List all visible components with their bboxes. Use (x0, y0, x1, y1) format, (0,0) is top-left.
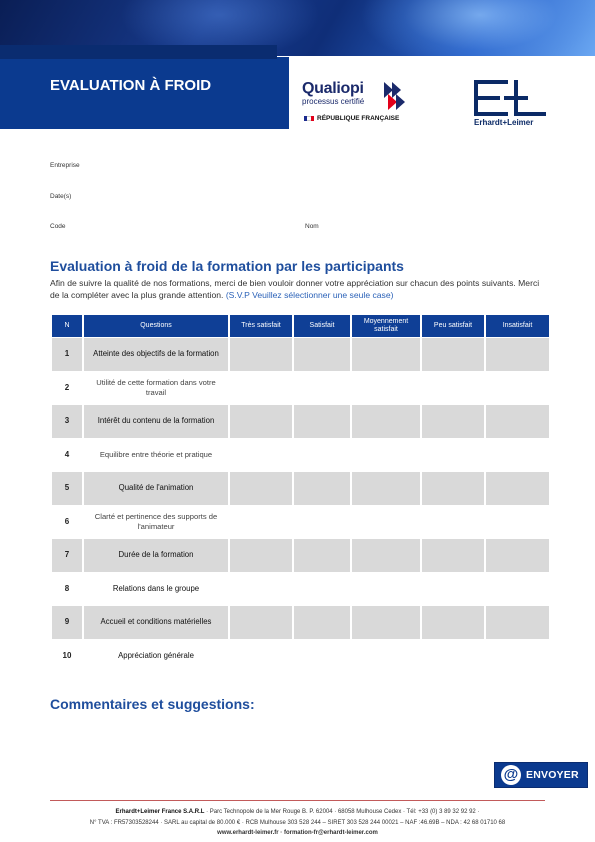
footer-address: · Parc Technopole de la Mer Rouge B. P. 62004 · 68058 Mulhouse Cedex · Tél: +33 (0) 3 89 32 92 92 · (204, 809, 480, 815)
rating-cell-tres-satisfait[interactable] (230, 338, 292, 371)
rating-cell-satisfait[interactable] (294, 338, 350, 371)
table-row (52, 506, 549, 539)
question-text: Accueil et conditions matérielles (84, 606, 228, 639)
rating-cell-peu-satisfait[interactable] (422, 606, 484, 639)
at-sign-icon: @ (501, 765, 521, 785)
section-title: Evaluation à froid de la formation par les participants (50, 258, 404, 274)
rating-cell-peu-satisfait[interactable] (422, 539, 484, 572)
row-number: 9 (52, 606, 82, 639)
column-header: N (52, 315, 82, 337)
table-row (52, 640, 549, 673)
title-block (0, 57, 289, 129)
rating-cell-insatisfait[interactable] (486, 506, 549, 539)
row-number: 7 (52, 539, 82, 572)
row-number: 4 (52, 439, 82, 472)
question-text: Durée de la formation (84, 539, 228, 572)
table-row (52, 439, 549, 472)
republique-label (304, 115, 399, 122)
footer-divider (50, 800, 545, 801)
title-block-accent (0, 45, 277, 59)
rating-cell-satisfait[interactable] (294, 539, 350, 572)
rating-cell-peu-satisfait[interactable] (422, 640, 484, 673)
rating-cell-moyennement-satisfait[interactable] (352, 405, 420, 438)
erhardt-leimer-name: Erhardt+Leimer (474, 118, 534, 127)
rating-cell-tres-satisfait[interactable] (230, 640, 292, 673)
footer-line-2: N° TVA : FR57303528244 · SARL au capital de 80.000 € · RCB Mulhouse 303 528 244 – SIRET 303 528 244 00021 – NAF :46.69B – NDA : 42 68 01710 68 (89, 819, 506, 826)
question-text: Atteinte des objectifs de la formation (84, 338, 228, 371)
rating-cell-insatisfait[interactable] (486, 405, 549, 438)
qualiopi-wordmark: Qualiopi (302, 80, 364, 97)
table-header-row (52, 315, 549, 337)
question-text: Utilité de cette formation dans votre travail (84, 372, 228, 405)
question-text: Intérêt du contenu de la formation (84, 405, 228, 438)
question-text: Qualité de l'animation (84, 472, 228, 505)
row-number: 1 (52, 338, 82, 371)
rating-cell-satisfait[interactable] (294, 372, 350, 405)
rating-cell-tres-satisfait[interactable] (230, 539, 292, 572)
column-header: Moyennement satisfait (352, 315, 420, 337)
banner-glow (360, 0, 595, 56)
question-text: Relations dans le groupe (84, 573, 228, 606)
send-button[interactable] (494, 762, 588, 788)
table-row (52, 372, 549, 405)
erhardt-leimer-logo (474, 80, 546, 128)
rating-cell-peu-satisfait[interactable] (422, 405, 484, 438)
rating-cell-peu-satisfait[interactable] (422, 472, 484, 505)
rating-cell-peu-satisfait[interactable] (422, 439, 484, 472)
rating-cell-insatisfait[interactable] (486, 439, 549, 472)
row-number: 8 (52, 573, 82, 606)
question-text: Appréciation générale (84, 640, 228, 673)
rating-cell-satisfait[interactable] (294, 439, 350, 472)
column-header: Questions (84, 315, 228, 337)
dates-field[interactable]: Date(s) (50, 193, 72, 200)
row-number: 6 (52, 506, 82, 539)
selection-note: (S.V.P Veuillez sélectionner une seule case) (225, 290, 394, 300)
rating-cell-insatisfait[interactable] (486, 573, 549, 606)
rating-cell-insatisfait[interactable] (486, 472, 549, 505)
rating-cell-peu-satisfait[interactable] (422, 372, 484, 405)
qualiopi-subtitle: processus certifié (302, 97, 365, 106)
rating-cell-satisfait[interactable] (294, 606, 350, 639)
code-field[interactable]: Code (50, 223, 66, 230)
el-monogram-icon (474, 80, 546, 118)
rating-cell-insatisfait[interactable] (486, 539, 549, 572)
document-title: EVALUATION À FROID (50, 77, 212, 94)
column-header: Insatisfait (486, 315, 549, 337)
rating-cell-moyennement-satisfait[interactable] (352, 640, 420, 673)
rating-cell-moyennement-satisfait[interactable] (352, 506, 420, 539)
send-button-label: ENVOYER (526, 769, 579, 781)
rating-cell-tres-satisfait[interactable] (230, 372, 292, 405)
rating-cell-insatisfait[interactable] (486, 640, 549, 673)
rating-cell-tres-satisfait[interactable] (230, 439, 292, 472)
rating-cell-moyennement-satisfait[interactable] (352, 573, 420, 606)
row-number: 3 (52, 405, 82, 438)
rating-cell-tres-satisfait[interactable] (230, 606, 292, 639)
rating-cell-peu-satisfait[interactable] (422, 506, 484, 539)
table-row (52, 405, 549, 438)
rating-cell-moyennement-satisfait[interactable] (352, 539, 420, 572)
row-number: 2 (52, 372, 82, 405)
rating-cell-peu-satisfait[interactable] (422, 573, 484, 606)
question-text: Clarté et pertinence des supports de l'animateur (84, 506, 228, 539)
rating-cell-moyennement-satisfait[interactable] (352, 439, 420, 472)
rating-cell-satisfait[interactable] (294, 405, 350, 438)
rating-cell-moyennement-satisfait[interactable] (352, 606, 420, 639)
nom-field[interactable]: Nom (305, 223, 319, 230)
rating-cell-satisfait[interactable] (294, 472, 350, 505)
intro-paragraph (50, 277, 545, 301)
intro-text: Afin de suivre la qualité de nos formations, merci de bien vouloir donner votre appréciation sur chacun des points suivants. Merci de la compléter avec la plus grande attention. (50, 278, 540, 300)
rating-cell-satisfait[interactable] (294, 506, 350, 539)
rating-cell-insatisfait[interactable] (486, 338, 549, 371)
qualiopi-arrows-icon (384, 82, 406, 110)
column-header: Très satisfait (230, 315, 292, 337)
question-text: Equilibre entre théorie et pratique (84, 439, 228, 472)
rating-cell-satisfait[interactable] (294, 573, 350, 606)
column-header: Peu satisfait (422, 315, 484, 337)
footer-company: Erhardt+Leimer France S.A.R.L (115, 809, 205, 815)
rating-cell-moyennement-satisfait[interactable] (352, 372, 420, 405)
table-row (52, 338, 549, 371)
row-number: 10 (52, 640, 82, 673)
qualiopi-logo (302, 80, 412, 126)
table-row (52, 606, 549, 639)
row-number: 5 (52, 472, 82, 505)
rating-cell-insatisfait[interactable] (486, 606, 549, 639)
table-row (52, 472, 549, 505)
footer (10, 807, 585, 839)
rating-cell-tres-satisfait[interactable] (230, 573, 292, 606)
rating-cell-moyennement-satisfait[interactable] (352, 338, 420, 371)
footer-line-1 (10, 807, 585, 818)
column-header: Satisfait (294, 315, 350, 337)
entreprise-field[interactable]: Entreprise (50, 162, 80, 169)
table-row (52, 573, 549, 606)
rating-cell-tres-satisfait[interactable] (230, 405, 292, 438)
republique-text: RÉPUBLIQUE FRANÇAISE (317, 115, 400, 122)
evaluation-table (50, 314, 551, 673)
rating-cell-insatisfait[interactable] (486, 372, 549, 405)
footer-line-3: www.erhardt-leimer.fr · formation-fr@erhardt-leimer.com (217, 830, 378, 836)
table-row (52, 539, 549, 572)
rating-cell-satisfait[interactable] (294, 640, 350, 673)
rating-cell-moyennement-satisfait[interactable] (352, 472, 420, 505)
comments-title: Commentaires et suggestions: (50, 696, 255, 712)
french-flag-icon (304, 116, 314, 121)
rating-cell-tres-satisfait[interactable] (230, 506, 292, 539)
rating-cell-peu-satisfait[interactable] (422, 338, 484, 371)
rating-cell-tres-satisfait[interactable] (230, 472, 292, 505)
